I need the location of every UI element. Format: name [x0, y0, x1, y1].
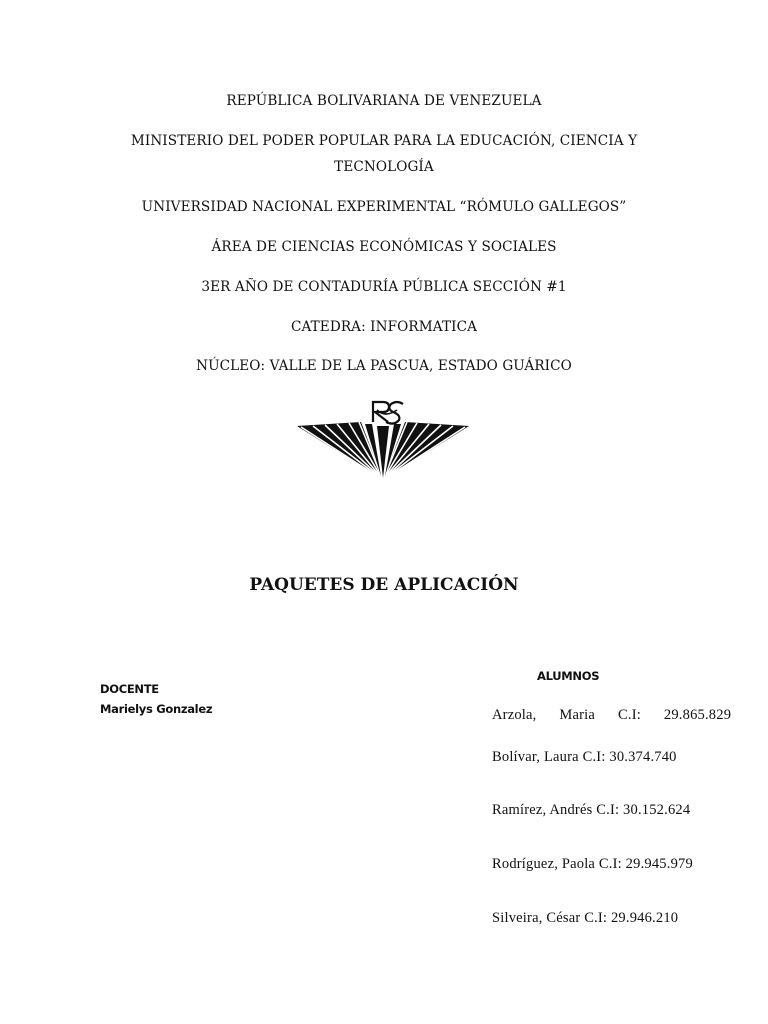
student-item: Arzola, Maria C.I: 29.865.829 [492, 707, 732, 723]
header-line-ministry-cont: TECNOLOGÍA [334, 159, 434, 175]
students-label: ALUMNOS [537, 669, 600, 683]
header-line-year-section: 3ER AÑO DE CONTADURÍA PÚBLICA SECCIÓN #1 [201, 279, 567, 295]
student-item: Silveira, César C.I: 29.946.210 [492, 910, 679, 926]
teacher-label: DOCENTE [100, 682, 159, 696]
logo-monogram [373, 402, 403, 424]
student-item: Ramírez, Andrés C.I: 30.152.624 [492, 802, 691, 818]
document-title: PAQUETES DE APLICACIÓN [249, 575, 519, 595]
header-line-campus: NÚCLEO: VALLE DE LA PASCUA, ESTADO GUÁRICO [196, 358, 572, 374]
header-line-university: UNIVERSIDAD NACIONAL EXPERIMENTAL “RÓMULO GALLEGOS” [141, 199, 627, 215]
student-item: Bolívar, Laura C.I: 30.374.740 [492, 749, 677, 765]
header-line-ministry: MINISTERIO DEL PODER POPULAR PARA LA EDUCACIÓN, CIENCIA Y [130, 133, 638, 149]
teacher-name: Marielys Gonzalez [100, 702, 213, 716]
header-line-area: ÁREA DE CIENCIAS ECONÓMICAS Y SOCIALES [211, 239, 557, 255]
student-item: Rodríguez, Paola C.I: 29.945.979 [492, 856, 693, 872]
unerg-logo-icon [293, 396, 473, 484]
header-line-subject: CATEDRA: INFORMATICA [290, 319, 478, 335]
header-line-republic: REPÚBLICA BOLIVARIANA DE VENEZUELA [226, 93, 542, 109]
